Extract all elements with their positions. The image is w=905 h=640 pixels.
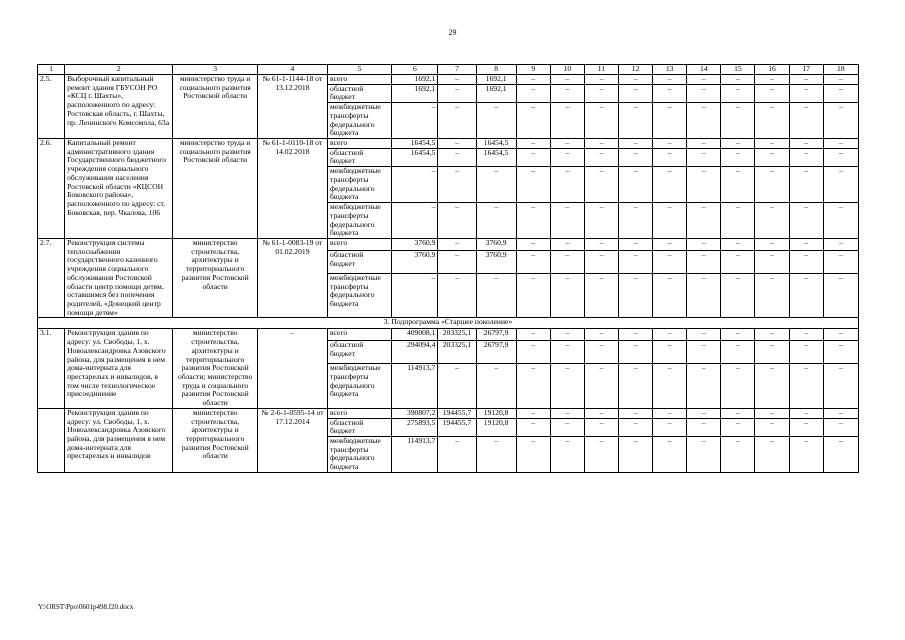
value-year: – (653, 103, 687, 139)
table-row (38, 329, 859, 341)
value-year: – (687, 148, 721, 166)
value-year: – (653, 167, 687, 203)
value-year: – (619, 75, 653, 85)
value-col8: 26797,9 (476, 329, 516, 341)
value-col7: – (438, 139, 476, 149)
value-year: – (619, 364, 653, 409)
value-year: – (619, 103, 653, 139)
funding-source: областной бюджет (328, 84, 392, 102)
value-year: – (687, 139, 721, 149)
value-year: – (789, 84, 823, 102)
value-year: – (721, 167, 755, 203)
value-year: – (584, 408, 618, 418)
value-total: 1692,1 (392, 75, 438, 85)
value-col8: 16454,5 (476, 139, 516, 149)
funding-source: межбюджетные трансферты федерального бюджета (328, 167, 392, 203)
value-col7: 203325,1 (438, 341, 476, 364)
value-year: – (653, 408, 687, 418)
value-col8: – (476, 273, 516, 318)
value-year: – (789, 167, 823, 203)
value-year: – (687, 75, 721, 85)
responsible-ministry: министерство труда и социального развития Ростовской области (173, 75, 257, 139)
responsible-ministry: министерство строительства, архитектуры и территориального развития Ростовской области (173, 238, 257, 317)
value-year: – (823, 418, 858, 436)
value-col7: – (438, 238, 476, 250)
value-year: – (584, 250, 618, 273)
value-year: – (789, 341, 823, 364)
value-year: – (755, 364, 789, 409)
value-year: – (619, 408, 653, 418)
value-year: – (550, 103, 584, 139)
subprogram-title-row (38, 318, 859, 329)
value-year: – (687, 203, 721, 239)
value-year: – (550, 437, 584, 473)
funding-source: всего (328, 75, 392, 85)
value-year: – (584, 167, 618, 203)
column-number-cell: 11 (584, 65, 618, 75)
value-col7: – (438, 437, 476, 473)
value-year: – (755, 341, 789, 364)
value-col7: – (438, 148, 476, 166)
value-year: – (755, 329, 789, 341)
value-year: – (721, 250, 755, 273)
funding-source: межбюджетные трансферты федерального бюджета (328, 364, 392, 409)
value-year: – (755, 437, 789, 473)
value-year: – (619, 273, 653, 318)
table-row (38, 238, 859, 250)
value-col7: – (438, 103, 476, 139)
value-year: – (687, 273, 721, 318)
value-col8: – (476, 364, 516, 409)
value-year: – (823, 148, 858, 166)
funding-source: областной бюджет (328, 341, 392, 364)
value-year: – (789, 75, 823, 85)
value-year: – (584, 341, 618, 364)
value-year: – (755, 103, 789, 139)
object-name: Капитальный ремонт административного здания Государственного бюджетного учреждения социального обслуживания населения Ростовской области «КЦСОН Боковского района», расположенного по адресу: ст. Боковская, пер. Чкалова, 106 (65, 139, 173, 239)
value-year: – (755, 84, 789, 102)
column-number-cell: 9 (516, 65, 550, 75)
value-year: – (550, 148, 584, 166)
value-year: – (721, 341, 755, 364)
funding-source: межбюджетные трансферты федерального бюджета (328, 437, 392, 473)
value-year: – (653, 418, 687, 436)
value-year: – (755, 408, 789, 418)
value-col8: 3760,9 (476, 250, 516, 273)
value-year: – (721, 418, 755, 436)
value-year: – (755, 167, 789, 203)
value-col7: – (438, 84, 476, 102)
value-year: – (619, 437, 653, 473)
value-year: – (721, 139, 755, 149)
row-number (38, 408, 65, 472)
column-number-cell: 8 (476, 65, 516, 75)
expertise-document: – (257, 329, 327, 408)
value-year: – (653, 84, 687, 102)
funding-source: межбюджетные трансферты федерального бюджета (328, 203, 392, 239)
value-total: 3760,9 (392, 238, 438, 250)
value-year: – (789, 364, 823, 409)
value-year: – (584, 238, 618, 250)
value-year: – (516, 329, 550, 341)
value-year: – (584, 103, 618, 139)
value-year: – (721, 238, 755, 250)
value-col8: 1692,1 (476, 75, 516, 85)
row-number: 2.7. (38, 238, 65, 317)
value-year: – (823, 167, 858, 203)
object-name: Реконструкция здания по адресу: ул. Свободы, 1, х. Новоалександровка Азовского района, для размещения в нем дома-интерната для престарелых и инвалидов (65, 408, 173, 472)
value-year: – (619, 341, 653, 364)
value-year: – (516, 250, 550, 273)
value-total: 275893,5 (392, 418, 438, 436)
column-number-row (38, 65, 859, 75)
column-number-cell: 5 (328, 65, 392, 75)
value-year: – (823, 408, 858, 418)
value-col8: 16454,5 (476, 148, 516, 166)
column-number-cell: 6 (392, 65, 438, 75)
value-year: – (550, 139, 584, 149)
column-number-cell: 13 (653, 65, 687, 75)
value-year: – (755, 75, 789, 85)
funding-source: всего (328, 238, 392, 250)
value-year: – (516, 75, 550, 85)
value-year: – (789, 139, 823, 149)
value-year: – (653, 341, 687, 364)
value-col7: – (438, 364, 476, 409)
funding-source: всего (328, 139, 392, 149)
value-col8: 1692,1 (476, 84, 516, 102)
value-year: – (823, 103, 858, 139)
value-year: – (619, 84, 653, 102)
value-year: – (653, 139, 687, 149)
value-col8: 26797,9 (476, 341, 516, 364)
value-col7: 194455,7 (438, 408, 476, 418)
value-year: – (755, 238, 789, 250)
value-year: – (823, 329, 858, 341)
value-year: – (550, 84, 584, 102)
value-year: – (789, 418, 823, 436)
expertise-document: № 61-1-1144-18 от 13.12.2018 (257, 75, 327, 139)
value-col7: – (438, 250, 476, 273)
value-year: – (550, 167, 584, 203)
value-year: – (619, 418, 653, 436)
value-year: – (516, 341, 550, 364)
value-total: 1692,1 (392, 84, 438, 102)
value-year: – (823, 84, 858, 102)
column-number-cell: 16 (755, 65, 789, 75)
value-year: – (584, 437, 618, 473)
value-year: – (687, 103, 721, 139)
value-year: – (516, 139, 550, 149)
value-year: – (687, 329, 721, 341)
value-year: – (550, 75, 584, 85)
value-year: – (789, 437, 823, 473)
value-total: 390807,2 (392, 408, 438, 418)
table-row (38, 408, 859, 418)
funding-source: областной бюджет (328, 418, 392, 436)
value-year: – (584, 273, 618, 318)
value-total: – (392, 167, 438, 203)
value-col8: 19120,8 (476, 418, 516, 436)
value-year: – (619, 139, 653, 149)
value-year: – (687, 341, 721, 364)
value-year: – (653, 75, 687, 85)
value-year: – (755, 273, 789, 318)
value-year: – (584, 203, 618, 239)
value-total: 3760,9 (392, 250, 438, 273)
value-year: – (584, 139, 618, 149)
value-col8: – (476, 103, 516, 139)
value-year: – (619, 148, 653, 166)
funding-source: областной бюджет (328, 250, 392, 273)
value-year: – (653, 250, 687, 273)
value-total: – (392, 203, 438, 239)
value-year: – (516, 84, 550, 102)
value-year: – (516, 408, 550, 418)
value-year: – (550, 364, 584, 409)
value-year: – (516, 167, 550, 203)
value-year: – (550, 408, 584, 418)
value-year: – (823, 238, 858, 250)
value-year: – (789, 103, 823, 139)
column-number-cell: 18 (823, 65, 858, 75)
value-col7: – (438, 203, 476, 239)
value-year: – (584, 329, 618, 341)
value-col7: – (438, 273, 476, 318)
file-path-footer: Y:\ORST\Ppo\0601p498.f20.docx (38, 603, 134, 611)
value-year: – (653, 148, 687, 166)
value-year: – (653, 203, 687, 239)
column-number-cell: 12 (619, 65, 653, 75)
value-year: – (823, 364, 858, 409)
column-number-cell: 17 (789, 65, 823, 75)
value-year: – (516, 273, 550, 318)
value-year: – (721, 84, 755, 102)
value-col7: 194455,7 (438, 418, 476, 436)
value-year: – (823, 75, 858, 85)
value-year: – (584, 418, 618, 436)
value-year: – (823, 273, 858, 318)
value-col8: – (476, 437, 516, 473)
value-year: – (584, 84, 618, 102)
value-year: – (789, 273, 823, 318)
value-year: – (789, 238, 823, 250)
column-number-cell: 2 (65, 65, 173, 75)
budget-table (37, 64, 859, 473)
value-year: – (687, 84, 721, 102)
row-number: 2.6. (38, 139, 65, 239)
responsible-ministry: министерство труда и социального развития Ростовской области (173, 139, 257, 239)
value-year: – (789, 329, 823, 341)
value-year: – (619, 329, 653, 341)
value-year: – (721, 203, 755, 239)
value-year: – (789, 203, 823, 239)
value-year: – (721, 148, 755, 166)
value-year: – (550, 273, 584, 318)
value-year: – (619, 250, 653, 273)
expertise-document: № 61-1-0083-19 от 01.02.2019 (257, 238, 327, 317)
value-year: – (823, 250, 858, 273)
value-total: 294094,4 (392, 341, 438, 364)
value-year: – (721, 408, 755, 418)
column-number-cell: 1 (38, 65, 65, 75)
value-year: – (687, 437, 721, 473)
value-year: – (687, 364, 721, 409)
column-number-cell: 15 (721, 65, 755, 75)
value-year: – (789, 250, 823, 273)
value-year: – (619, 238, 653, 250)
value-year: – (687, 250, 721, 273)
object-name: Реконструкция здания по адресу: ул. Свободы, 1, х. Новоалександровка Азовского района, для размещения в нем дома-интерната для престарелых и инвалидов, в том числе технологическое присоединение (65, 329, 173, 408)
value-year: – (516, 103, 550, 139)
value-col7: – (438, 75, 476, 85)
value-year: – (550, 203, 584, 239)
value-year: – (721, 329, 755, 341)
value-year: – (653, 238, 687, 250)
value-year: – (687, 418, 721, 436)
value-year: – (755, 139, 789, 149)
value-col8: 19120,8 (476, 408, 516, 418)
value-year: – (619, 203, 653, 239)
value-year: – (516, 364, 550, 409)
value-year: – (789, 408, 823, 418)
value-year: – (516, 238, 550, 250)
value-year: – (550, 238, 584, 250)
table-row (38, 75, 859, 85)
column-number-cell: 4 (257, 65, 327, 75)
funding-source: межбюджетные трансферты федерального бюджета (328, 103, 392, 139)
value-year: – (653, 329, 687, 341)
value-year: – (653, 437, 687, 473)
funding-source: всего (328, 329, 392, 341)
responsible-ministry: министерство строительства, архитектуры и территориального развития Ростовской области; министерство труда и социального развития Ростовской области (173, 329, 257, 408)
value-year: – (584, 75, 618, 85)
value-year: – (584, 364, 618, 409)
value-year: – (687, 408, 721, 418)
page-number: 29 (448, 28, 457, 37)
column-number-cell: 10 (550, 65, 584, 75)
value-year: – (550, 418, 584, 436)
object-name: Реконструкция системы теплоснабжения государственного казенного учреждения социального обслуживания Ростовской области центр помощи детям, оставшимся без попечения родителей, «Донецкий центр помощи детям» (65, 238, 173, 317)
expertise-document: № 61-1-0110-18 от 14.02.2018 (257, 139, 327, 239)
value-total: 114913,7 (392, 437, 438, 473)
value-year: – (516, 203, 550, 239)
column-number-cell: 7 (438, 65, 476, 75)
row-number: 3.1. (38, 329, 65, 408)
value-col8: 3760,9 (476, 238, 516, 250)
column-number-cell: 3 (173, 65, 257, 75)
value-total: – (392, 103, 438, 139)
expertise-document: № 2-6-1-0595-14 от 17.12.2014 (257, 408, 327, 472)
value-year: – (550, 341, 584, 364)
value-year: – (516, 418, 550, 436)
value-year: – (823, 203, 858, 239)
responsible-ministry: министерство строительства, архитектуры и территориального развития Ростовской области (173, 408, 257, 472)
funding-source: межбюджетные трансферты федерального бюджета (328, 273, 392, 318)
value-year: – (687, 167, 721, 203)
value-year: – (550, 329, 584, 341)
value-total: 114913,7 (392, 364, 438, 409)
value-year: – (789, 148, 823, 166)
value-year: – (755, 250, 789, 273)
table-row (38, 139, 859, 149)
value-year: – (823, 341, 858, 364)
value-total: 409008,1 (392, 329, 438, 341)
value-col8: – (476, 203, 516, 239)
value-year: – (584, 148, 618, 166)
value-year: – (721, 437, 755, 473)
value-year: – (823, 139, 858, 149)
value-year: – (755, 203, 789, 239)
value-col7: 203325,1 (438, 329, 476, 341)
value-year: – (550, 250, 584, 273)
value-year: – (516, 437, 550, 473)
object-name: Выборочный капитальный ремонт здания ГБУСОН РО «КСЦ г. Шахты», расположенного по адресу: Ростовская область, г. Шахты, пр. Ленинского Комсомола, 63а (65, 75, 173, 139)
value-total: 16454,5 (392, 148, 438, 166)
value-year: – (721, 364, 755, 409)
value-total: – (392, 273, 438, 318)
funding-source: всего (328, 408, 392, 418)
value-year: – (755, 148, 789, 166)
subprogram-title: 3. Подпрограмма «Старшее поколение» (38, 318, 859, 329)
value-total: 16454,5 (392, 139, 438, 149)
value-col8: – (476, 167, 516, 203)
value-year: – (653, 273, 687, 318)
value-col7: – (438, 167, 476, 203)
value-year: – (721, 103, 755, 139)
value-year: – (687, 238, 721, 250)
value-year: – (653, 364, 687, 409)
value-year: – (721, 273, 755, 318)
value-year: – (721, 75, 755, 85)
funding-source: областной бюджет (328, 148, 392, 166)
row-number: 2.5. (38, 75, 65, 139)
value-year: – (755, 418, 789, 436)
value-year: – (619, 167, 653, 203)
column-number-cell: 14 (687, 65, 721, 75)
value-year: – (516, 148, 550, 166)
value-year: – (823, 437, 858, 473)
